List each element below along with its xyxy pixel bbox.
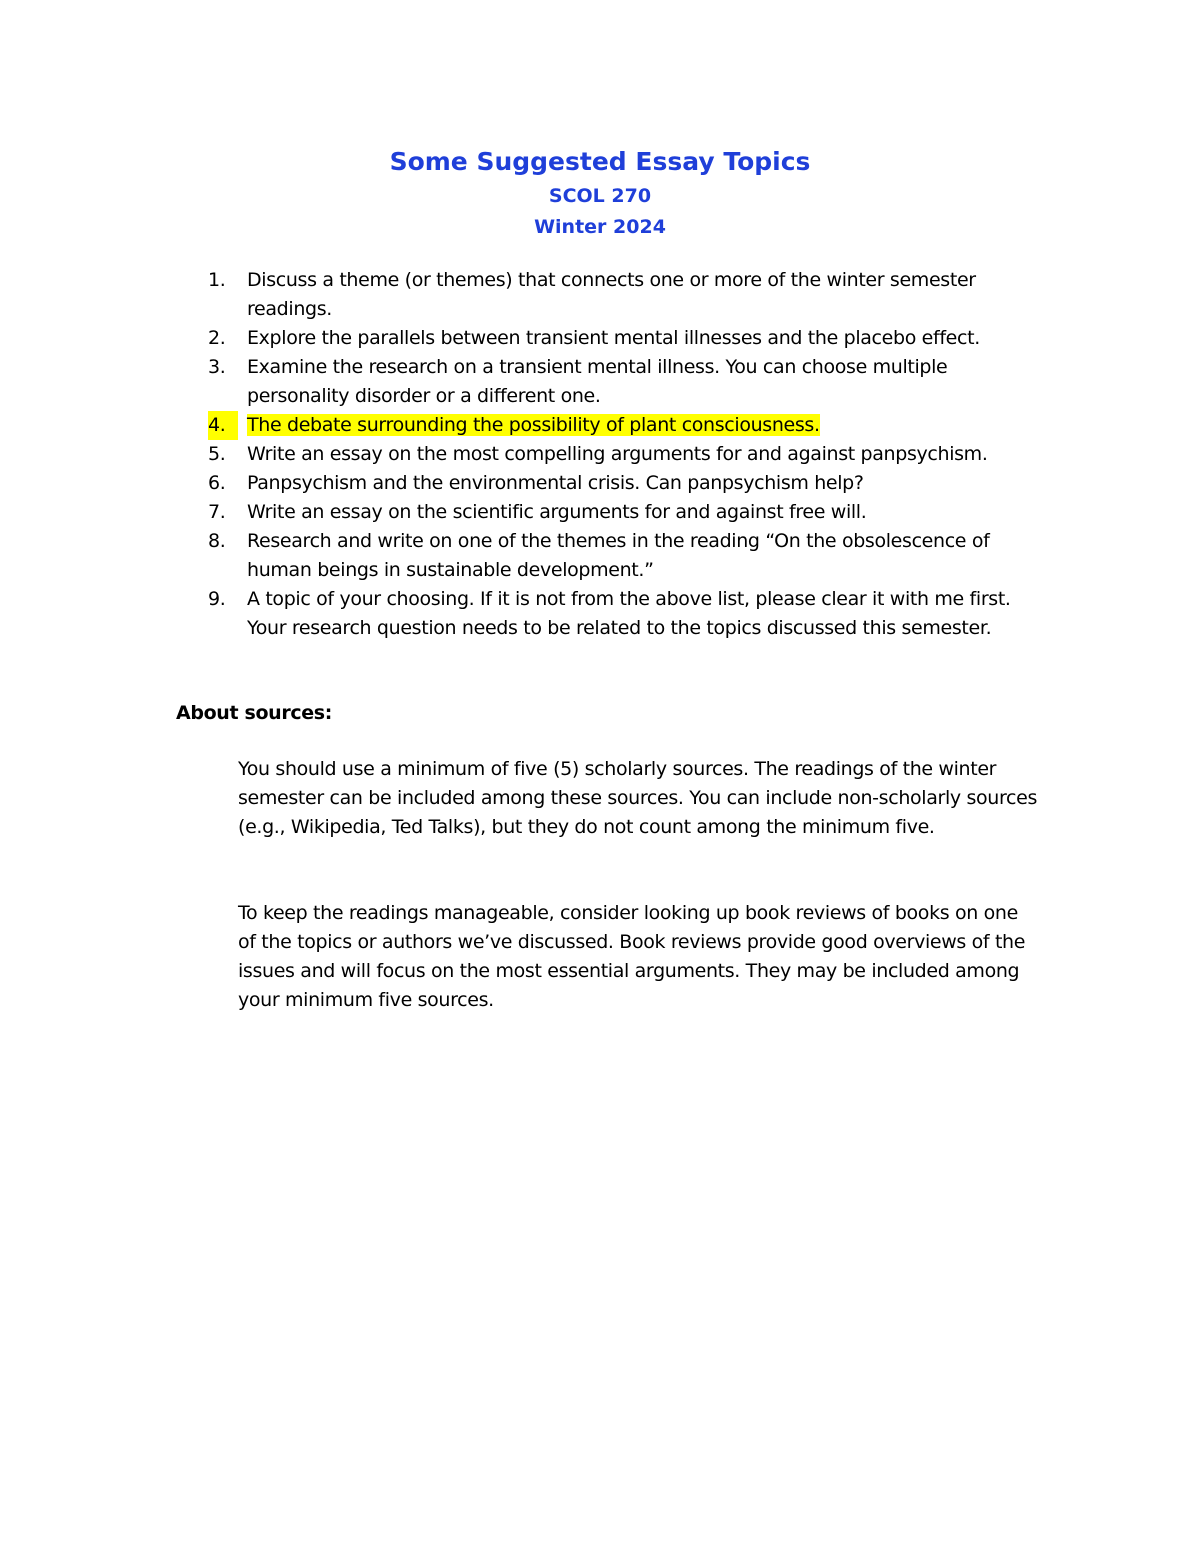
sources-paragraph: You should use a minimum of five (5) scholarly sources. The readings of the winter semester can be included among these sources. You can include non-scholarly sources (e.g., Wikipedia, Ted Talks), but they do not count among the minimum five. <box>238 758 1038 838</box>
topic-item <box>208 324 1048 353</box>
topic-item <box>208 353 1048 411</box>
topic-number: 3. <box>208 356 226 378</box>
topic-text: Write an essay on the scientific arguments for and against free will. <box>247 501 867 523</box>
topic-text: Panpsychism and the environmental crisis. Can panpsychism help? <box>247 472 864 494</box>
topic-text: A topic of your choosing. If it is not from the above list, please clear it with me first. Your research question needs to be related to the topics discussed this semester. <box>247 588 1011 639</box>
book-reviews-paragraph: To keep the readings manageable, consider looking up book reviews of books on one of the topics or authors we’ve discussed. Book reviews provide good overviews of the issues and will focus on the most essential arguments. They may be included among your minimum five sources. <box>238 902 1026 1011</box>
topic-item <box>208 469 1048 498</box>
page-title: Some Suggested Essay Topics <box>389 147 811 176</box>
topic-text: Research and write on one of the themes in the reading “On the obsolescence of human beings in sustainable development.” <box>247 530 990 581</box>
term-label: Winter 2024 <box>534 216 666 238</box>
sources-heading: About sources: <box>176 702 332 724</box>
topic-item <box>208 498 1048 527</box>
topic-number: 4. <box>208 411 238 440</box>
topic-text: Explore the parallels between transient mental illnesses and the placebo effect. <box>247 327 980 349</box>
topic-number: 8. <box>208 530 226 552</box>
topic-item <box>208 266 1048 324</box>
topic-text: The debate surrounding the possibility of plant consciousness. <box>247 414 820 436</box>
topic-item <box>208 585 1048 643</box>
topic-number: 7. <box>208 501 226 523</box>
topic-item <box>208 527 1048 585</box>
topic-item <box>208 411 1048 440</box>
course-code: SCOL 270 <box>548 185 652 207</box>
topic-number: 6. <box>208 472 226 494</box>
topic-number: 1. <box>208 269 226 291</box>
topic-number: 2. <box>208 327 226 349</box>
topics-list <box>208 266 1048 643</box>
topic-number: 5. <box>208 443 226 465</box>
document-header <box>0 143 1200 243</box>
topic-item <box>208 440 1048 469</box>
topic-text: Examine the research on a transient mental illness. You can choose multiple personality disorder or a different one. <box>247 356 948 407</box>
topic-number: 9. <box>208 588 226 610</box>
topic-text: Write an essay on the most compelling arguments for and against panpsychism. <box>247 443 988 465</box>
topic-text: Discuss a theme (or themes) that connects one or more of the winter semester readings. <box>247 269 976 320</box>
